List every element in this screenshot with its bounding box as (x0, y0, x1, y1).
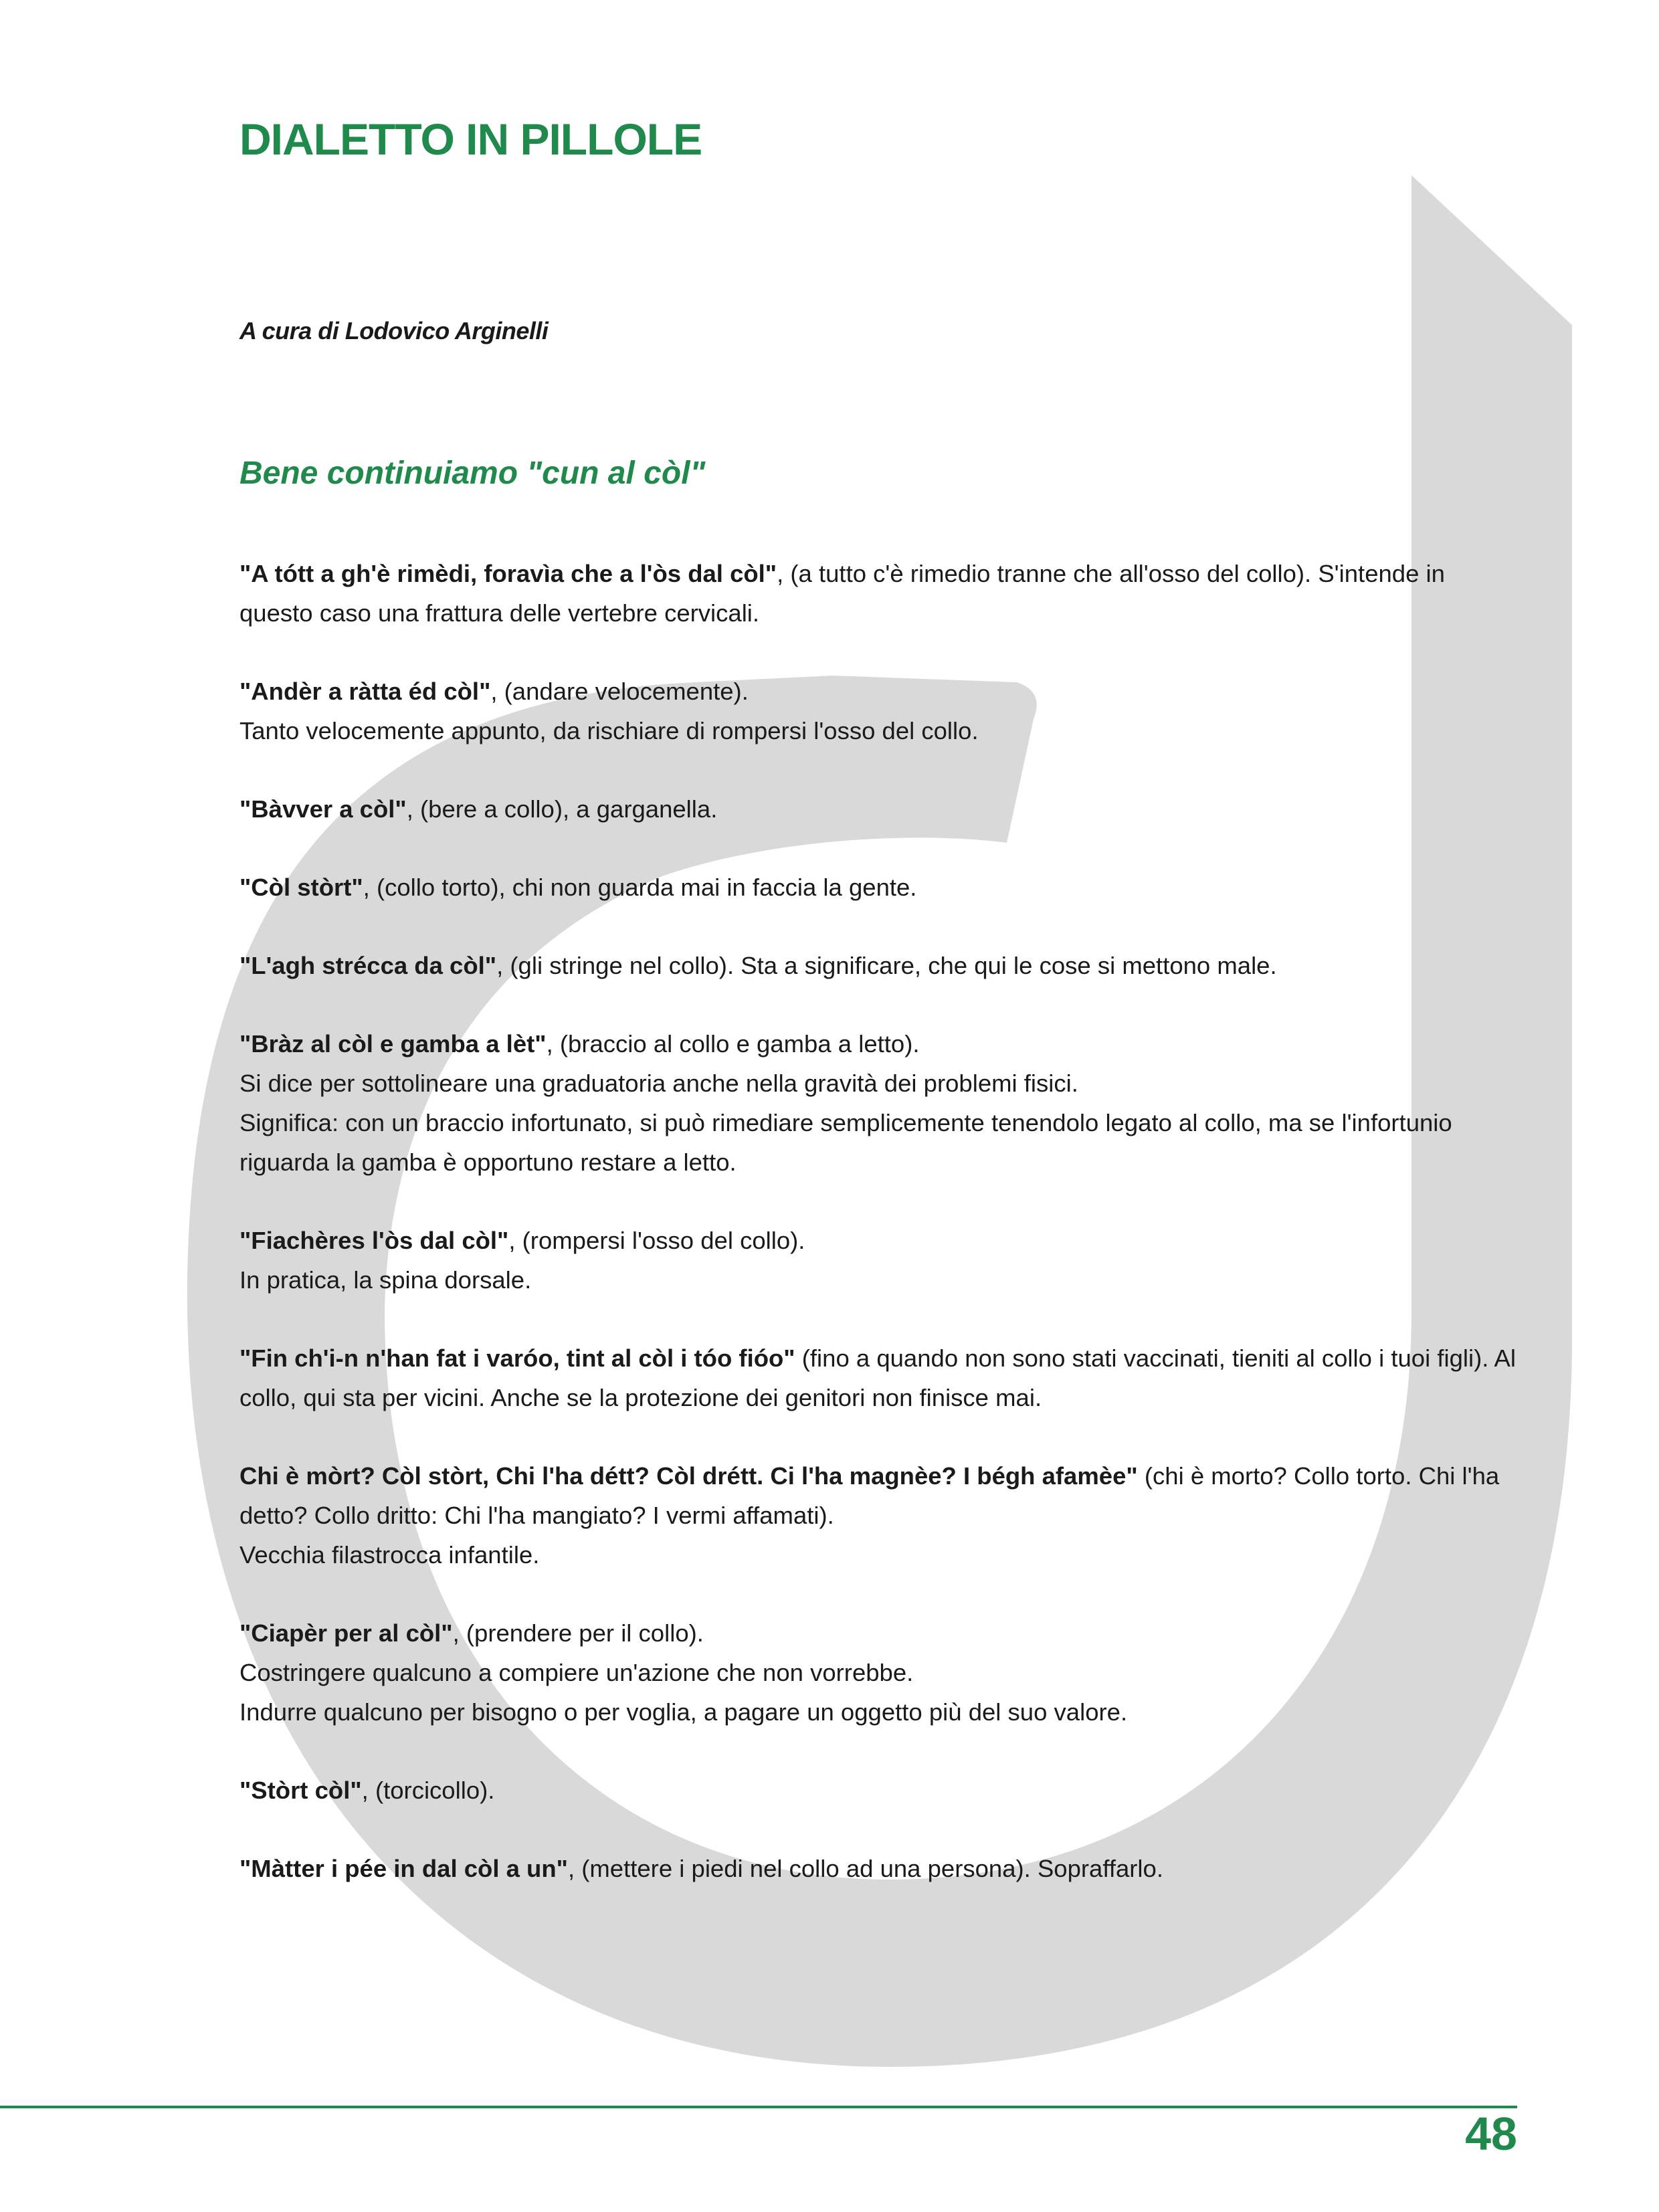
entry-term: "Ciapèr per al còl" (239, 1619, 453, 1647)
entry-text: (chi è morto? Collo torto. Chi l'ha detto? Collo dritto: Chi l'ha mangiato? I vermi affamati). (239, 1462, 1500, 1529)
entry-text: , (braccio al collo e gamba a letto). (546, 1030, 920, 1058)
entry (239, 1849, 1524, 1888)
entry-text: , (bere a collo), a garganella. (406, 795, 718, 823)
entry (239, 554, 1524, 633)
entry (239, 1221, 1524, 1300)
entry-term: "Stòrt còl" (239, 1777, 362, 1804)
entry (239, 1771, 1524, 1810)
entry-line (239, 868, 1524, 907)
entry-line: Costringere qualcuno a compiere un'azione che non vorrebbe. (239, 1659, 914, 1686)
entry-term: "L'agh strécca da còl" (239, 952, 497, 979)
entry-text: , (mettere i piedi nel collo ad una persona). Sopraffarlo. (567, 1855, 1163, 1882)
entry-text: , (torcicollo). (361, 1777, 495, 1804)
author-credit: A cura di Lodovico Arginelli (239, 317, 549, 344)
entry (239, 1024, 1524, 1182)
entry-line: Si dice per sottolineare una graduatoria anche nella gravità dei problemi fisici. (239, 1070, 1078, 1097)
entries-list (239, 554, 1524, 1927)
entry-text: , (a tutto c'è rimedio tranne che all'osso del collo). S'intende in questo caso una frattura delle vertebre cervicali. (239, 560, 1445, 627)
entry (239, 946, 1524, 985)
entry-term: "Fiachères l'òs dal còl" (239, 1227, 509, 1254)
entry-text: (fino a quando non sono stati vaccinati, tieniti al collo i tuoi figli). Al collo, qui sta per vicini. Anche se la protezione dei genitori non finisce mai. (239, 1344, 1516, 1411)
entry-term: "Bràz al còl e gamba a lèt" (239, 1030, 547, 1058)
entry-text: , (prendere per il collo). (452, 1619, 704, 1647)
entry-text: , (gli stringe nel collo). Sta a significare, che qui le cose si mettono male. (496, 952, 1277, 979)
entry-line: Tanto velocemente appunto, da rischiare di rompersi l'osso del collo. (239, 717, 979, 744)
entry-line (239, 554, 1524, 633)
entry (239, 1456, 1524, 1575)
entry-line (239, 1024, 1524, 1064)
entry (239, 1613, 1524, 1732)
section-subtitle: Bene continuiamo "cun al còl" (239, 456, 706, 491)
entry-term: "Bàvver a còl" (239, 795, 407, 823)
entry-text: , (rompersi l'osso del collo). (508, 1227, 805, 1254)
entry-line (239, 672, 1524, 711)
entry-line (239, 1771, 1524, 1810)
entry (239, 789, 1524, 829)
entry-line (239, 789, 1524, 829)
entry-term: "A tótt a gh'è rimèdi, foravìa che a l'òs dal còl" (239, 560, 777, 587)
entry-line (239, 1221, 1524, 1260)
entry (239, 672, 1524, 750)
entry (239, 868, 1524, 907)
entry (239, 1338, 1524, 1417)
entry-line (239, 1613, 1524, 1653)
footer-divider (0, 2106, 1517, 2108)
entry-text: , (andare velocemente). (490, 678, 749, 705)
page-title: DIALETTO IN PILLOLE (239, 114, 702, 164)
entry-line (239, 1849, 1524, 1888)
entry-line: In pratica, la spina dorsale. (239, 1266, 532, 1294)
entry-line (239, 946, 1524, 985)
entry-line (239, 1456, 1524, 1535)
entry-text: , (collo torto), chi non guarda mai in faccia la gente. (363, 874, 917, 901)
entry-line: Significa: con un braccio infortunato, si può rimediare semplicemente tenendolo legato al collo, ma se l'infortunio riguarda la gamba è opportuno restare a letto. (239, 1109, 1452, 1176)
entry-line: Vecchia filastrocca infantile. (239, 1541, 540, 1569)
entry-term: "Fin ch'i-n n'han fat i varóo, tint al còl i tóo fióo" (239, 1344, 795, 1372)
page-number: 48 (1465, 2108, 1517, 2160)
entry-term: "Andèr a ràtta éd còl" (239, 678, 491, 705)
entry-line: Indurre qualcuno per bisogno o per voglia, a pagare un oggetto più del suo valore. (239, 1698, 1128, 1726)
entry-term: "Còl stòrt" (239, 874, 363, 901)
entry-term: Chi è mòrt? Còl stòrt, Chi l'ha détt? Còl drétt. Ci l'ha magnèe? I bégh afamèe" (239, 1462, 1138, 1490)
entry-term: "Màtter i pée in dal còl a un" (239, 1855, 568, 1882)
entry-line (239, 1338, 1524, 1417)
